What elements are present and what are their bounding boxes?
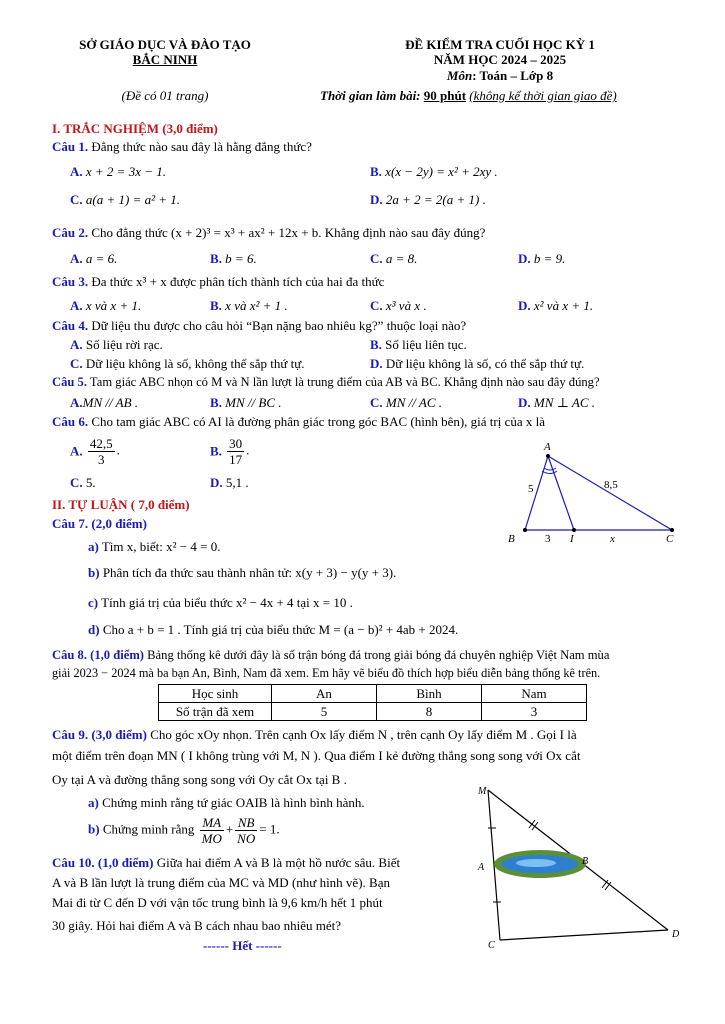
question-2 <box>52 225 485 241</box>
fig2-label-A: A <box>478 862 485 873</box>
q4-option-a: A. Số liệu rời rạc. <box>70 337 163 352</box>
q4-option-d: D. Dữ liệu không là số, có thể sắp thứ tự. <box>370 356 585 371</box>
fig-label-A: A <box>544 441 551 453</box>
q7-part-d: d) Cho a + b = 1 . Tính giá trị của biểu thức M = (a − b)² + 4ab + 2024. <box>88 622 459 637</box>
section-2-title: II. TỰ LUẬN ( 7,0 điểm) <box>52 497 190 512</box>
exam-title: ĐỀ KIỂM TRA CUỐI HỌC KỲ 1 <box>405 37 595 52</box>
q5-option-d: D. MN ⊥ AC . <box>518 395 595 410</box>
q7-part-b: b) Phân tích đa thức sau thành nhân tử: x(y + 3) − y(y + 3). <box>88 565 397 580</box>
q1-label: Câu 1. <box>52 139 89 154</box>
q6-text: Cho tam giác ABC có AI là đường phân giác trong góc BAC (hình bên), giá trị của x là <box>91 414 546 429</box>
q2-option-a: A. a = 6. <box>70 251 118 266</box>
q3-option-c: C. x³ và x . <box>370 298 427 313</box>
q2-option-d: D. b = 9. <box>518 251 566 266</box>
q5-text: Tam giác ABC nhọn có M và N lần lượt là trung điểm của AB và BC. Khẳng định nào sau đây đúng? <box>89 375 600 389</box>
q1-option-b: B. x(x − 2y) = x² + 2xy . <box>370 164 498 179</box>
question-8-line1: Câu 8. (1,0 điểm) Bảng thống kê dưới đây là số trận bóng đá trong giải bóng đá chuyên nghiệp Việt Nam mùa <box>52 648 610 662</box>
q5-option-c: C. MN // AC . <box>370 395 442 410</box>
fig-label-C: C <box>666 533 674 545</box>
q4-option-c: C. Dữ liệu không là số, không thể sắp thứ tự. <box>70 356 305 371</box>
fig-label-B: B <box>508 533 515 545</box>
subject-value: : Toán – Lớp 8 <box>472 68 554 83</box>
q5-label: Câu 5. <box>52 375 87 389</box>
question-9-line1: Câu 9. (3,0 điểm) Cho góc xOy nhọn. Trên cạnh Ox lấy điểm N , trên cạnh Oy lấy điểm M . Gọi I là <box>52 727 577 742</box>
q1-option-a: A. x + 2 = 3x − 1. <box>70 164 166 179</box>
time-note: (không kể thời gian giao đề) <box>469 88 617 103</box>
question-4 <box>52 318 466 334</box>
q3-option-a: A. x và x + 1. <box>70 298 142 313</box>
fig-length-BI: 3 <box>545 533 551 545</box>
section-1-title: I. TRẮC NGHIỆM (3,0 điểm) <box>52 121 218 136</box>
question-6 <box>52 414 545 430</box>
q1-text: Đẳng thức nào sau đây là hằng đẳng thức? <box>91 139 312 154</box>
table-header-row: Học sinh An Bình Nam <box>159 685 587 703</box>
fig-length-AC: 8,5 <box>604 479 618 491</box>
q2-label: Câu 2. <box>52 225 89 240</box>
q9-part-a: a) Chứng minh rằng tứ giác OAIB là hình bình hành. <box>88 795 365 810</box>
q9-part-b: b) Chứng minh rằng $\frac{MA}{MO}$ + $\frac{NB}{NO}$ = 1. <box>88 815 280 846</box>
q1-option-d: D. 2a + 2 = 2(a + 1) . <box>370 192 486 207</box>
q1-option-c: C. a(a + 1) = a² + 1. <box>70 192 181 207</box>
question-5 <box>52 375 600 390</box>
q6-option-c: C. 5. <box>70 475 96 490</box>
time-value: 90 phút <box>423 88 467 103</box>
end-marker: ------ Hết ------ <box>203 938 282 953</box>
table-row: Số trận đã xem 5 8 3 <box>159 703 587 721</box>
fig2-label-C: C <box>488 940 495 951</box>
q3-text: Đa thức x³ + x được phân tích thành tích của hai đa thức <box>91 274 385 289</box>
q5-option-a: A.MN // AB . <box>70 395 139 410</box>
q8-label: Câu 8. (1,0 điểm) <box>52 648 144 662</box>
fig2-label-M: M <box>478 786 487 797</box>
subject-label: Môn <box>446 68 473 83</box>
question-10-line2: A và B lần lượt là trung điểm của MC và MD (như hình vẽ). Bạn <box>52 875 390 890</box>
question-8-line2: giải 2023 − 2024 mà ba bạn An, Bình, Nam đã xem. Em hãy vẽ biểu đồ thích hợp biểu diễn bảng thống kê trên. <box>52 666 601 680</box>
fig-length-AB: 5 <box>528 483 534 495</box>
q7-part-c: c) Tính giá trị của biểu thức x² − 4x + 4 tại x = 10 . <box>88 595 353 610</box>
triangle-figure <box>500 438 690 548</box>
q9-label: Câu 9. (3,0 điểm) <box>52 727 147 742</box>
question-9-line2: một điểm trên đoạn MN ( I không trùng với M, N ). Qua điểm I kẻ đường thẳng song song với Ox cắt <box>52 748 581 763</box>
question-10-line1: Câu 10. (1,0 điểm) Giữa hai điểm A và B là một hồ nước sâu. Biết <box>52 855 401 870</box>
question-3 <box>52 274 384 290</box>
q7-label: Câu 7. (2,0 điểm) <box>52 516 147 531</box>
q6-option-b: B. $\frac{30}{17}$ . <box>210 436 250 467</box>
question-1 <box>52 139 312 155</box>
stats-table <box>158 684 587 721</box>
time-label: Thời gian làm bài: <box>320 88 421 103</box>
q2-option-b: B. b = 6. <box>210 251 257 266</box>
question-10-line3: Mai đi từ C đến D với vận tốc trung bình là 9,6 km/h hết 1 phút <box>52 895 383 910</box>
header-province: BẮC NINH <box>132 52 198 67</box>
q4-text: Dữ liệu thu được cho câu hỏi “Bạn nặng bao nhiêu kg?” thuộc loại nào? <box>91 318 467 333</box>
question-10-line4: 30 giây. Hỏi hai điểm A và B cách nhau bao nhiêu mét? <box>52 918 342 933</box>
q5-option-b: B. MN // BC . <box>210 395 282 410</box>
q4-label: Câu 4. <box>52 318 89 333</box>
header-pages: (Đề có 01 trang) <box>121 88 209 103</box>
fig-label-I: I <box>570 533 574 545</box>
lake-figure <box>470 780 685 955</box>
header-department: SỞ GIÁO DỤC VÀ ĐÀO TẠO <box>79 37 251 52</box>
subject-line <box>340 68 660 84</box>
fig2-label-D: D <box>672 929 680 940</box>
fig-length-IC: x <box>610 533 615 545</box>
q6-option-a: A. $\frac{42,5}{3}$ . <box>70 436 120 467</box>
q2-text: Cho đẳng thức (x + 2)³ = x³ + ax² + 12x + b. Khẳng định nào sau đây đúng? <box>91 225 486 240</box>
q4-option-b: B. Số liệu liên tục. <box>370 337 467 352</box>
q7-part-a: a) Tìm x, biết: x² − 4 = 0. <box>88 539 221 554</box>
time-line <box>320 88 617 104</box>
school-year: NĂM HỌC 2024 – 2025 <box>433 52 567 67</box>
q6-label: Câu 6. <box>52 414 89 429</box>
q2-option-c: C. a = 8. <box>370 251 418 266</box>
q3-option-d: D. x² và x + 1. <box>518 298 594 313</box>
fig2-label-B: B <box>582 856 589 867</box>
q3-option-b: B. x và x² + 1 . <box>210 298 288 313</box>
q6-option-d: D. 5,1 . <box>210 475 249 490</box>
question-9-line3: Oy tại A và đường thẳng song song với Oy cắt Ox tại B . <box>52 772 347 787</box>
q3-label: Câu 3. <box>52 274 89 289</box>
q10-label: Câu 10. (1,0 điểm) <box>52 855 154 870</box>
